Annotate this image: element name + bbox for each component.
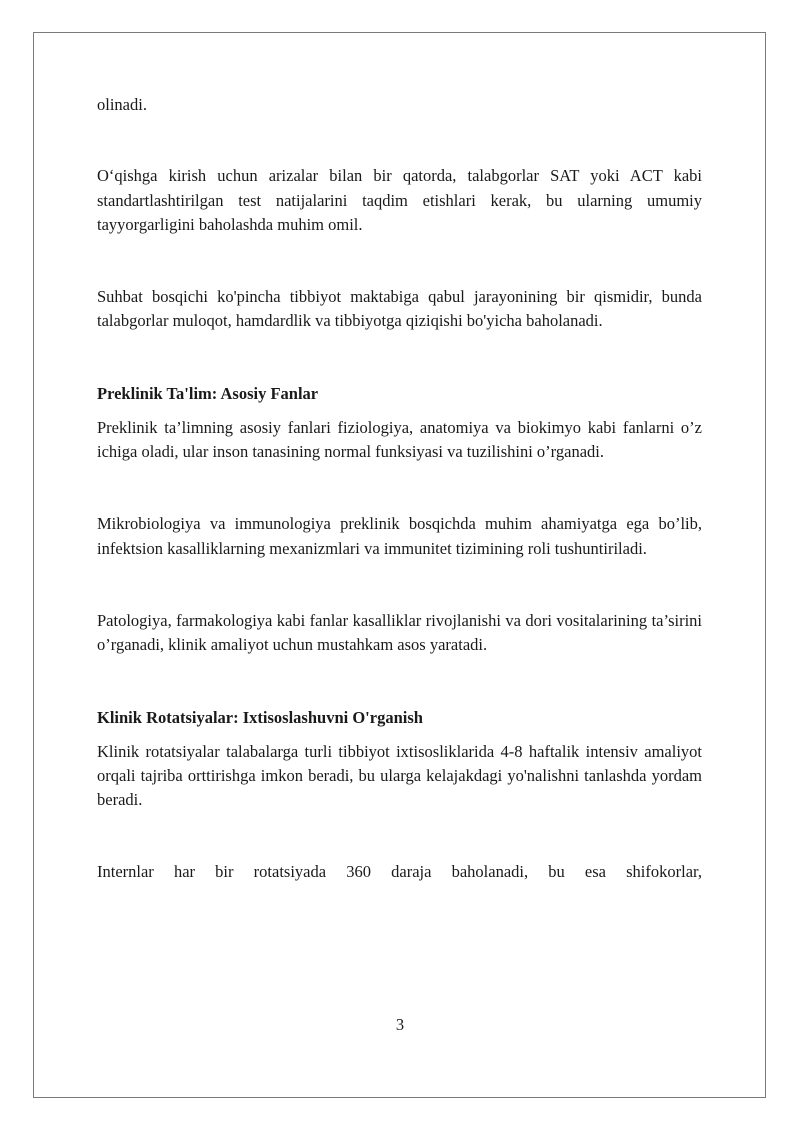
paragraph-clinical-rotations: Klinik rotatsiyalar talabalarga turli tibbiyot ixtisosliklarida 4-8 haftalik intensiv amaliyot orqali tajriba orttirishga imkon beradi, bu ularga kelajakdagi yo'nalishni tanlashda yordam beradi. xyxy=(97,741,702,810)
paragraph-interns-evaluation: Internlar har bir rotatsiyada 360 daraja baholanadi, bu esa shifokorlar, xyxy=(97,862,702,882)
paragraph-pathology: Patologiya, farmakologiya kabi fanlar kasalliklar rivojlanishi va dori vositalarining ta’sirini o’rganadi, klinik amaliyot uchun mustahkam asos yaratadi. xyxy=(97,610,702,655)
section-heading-preclinical: Preklinik Ta'lim: Asosiy Fanlar xyxy=(97,383,319,403)
paragraph-microbiology: Mikrobiologiya va immunologiya preklinik bosqichda muhim ahamiyatga ega bo’lib, infektsion kasalliklarning mexanizmlari va immunitet tizimining roli tushuntiriladi. xyxy=(97,514,702,558)
page-content xyxy=(97,93,702,933)
section-heading-clinical-rotations: Klinik Rotatsiyalar: Ixtisoslashuvni O'rganish xyxy=(97,707,423,727)
paragraph-interview-stage: Suhbat bosqichi ko'pincha tibbiyot maktabiga qabul jarayonining bir qismidir, bunda talabgorlar muloqot, hamdardlik va tibbiyotga qiziqishi bo'yicha baholanadi. xyxy=(97,287,702,331)
paragraph-preclinical-core: Preklinik ta’limning asosiy fanlari fiziologiya, anatomiya va biokimyo kabi fanlarni o’z ichiga oladi, ular inson tanasining normal funksiyasi va tuzilishini o’rganadi. xyxy=(97,417,702,462)
paragraph-fragment: olinadi. xyxy=(97,95,147,114)
page-number: 3 xyxy=(395,1015,405,1034)
paragraph-test-requirements: O‘qishga kirish uchun arizalar bilan bir qatorda, talabgorlar SAT yoki ACT kabi standartlashtirilgan test natijalarini taqdim etishlari kerak, bu ularning umumiy tayyorgarligini baholashda muhim omil. xyxy=(97,166,702,234)
